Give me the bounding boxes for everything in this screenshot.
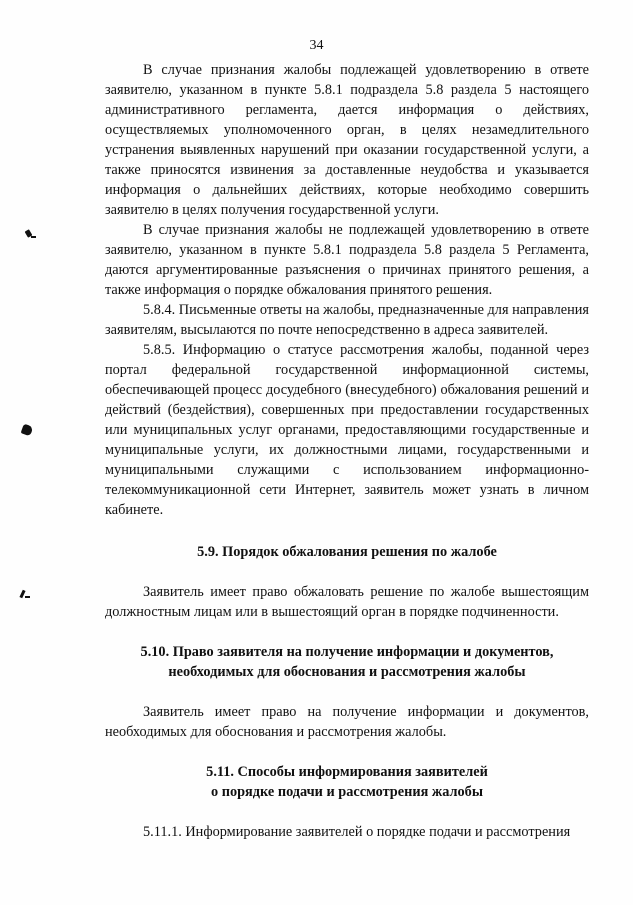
scan-speck — [25, 596, 30, 598]
section-5-10-text: Заявитель имеет право на получение информации и документов, необходимых для обоснования и рассмотрения жалобы. — [105, 704, 589, 740]
paragraph-5-8-5: 5.8.5. Информацию о статусе рассмотрения жалобы, поданной через портал федеральной государственной информационной системы, обеспечивающей процесс досудебного (внесудебного) обжалования решений и действий (бездействия), совершенных при предоставлении государственных или муниципальных услуг органами, предоставляющими государственные и муниципальные услуги, их должностными лицами, государственными и муниципальными служащими с использованием информационно-телекоммуникационной сети Интернет, заявитель может узнать в личном кабинете. — [105, 342, 589, 518]
section-5-11-heading-line2: о порядке подачи и рассмотрения жалобы — [211, 784, 483, 800]
document-body — [105, 60, 589, 842]
section-5-9-text: Заявитель имеет право обжаловать решение по жалобе вышестоящим должностным лицам или в вышестоящий орган в порядке подчиненности. — [105, 584, 589, 620]
paragraph-complaint-rejected: В случае признания жалобы не подлежащей удовлетворению в ответе заявителю, указанном в пункте 5.8.1 подраздела 5.8 раздела 5 Регламента, даются аргументированные разъяснения о причинах принятого решения, а также информация о порядке обжалования принятого решения. — [105, 222, 589, 298]
section-5-10-heading — [105, 642, 589, 682]
section-5-11-heading-line1: 5.11. Способы информирования заявителей — [206, 764, 488, 780]
paragraph-5-8-4: 5.8.4. Письменные ответы на жалобы, предназначенные для направления заявителям, высылаются по почте непосредственно в адреса заявителей. — [105, 302, 589, 338]
section-5-11-heading — [105, 762, 589, 802]
scan-speck — [21, 424, 34, 437]
section-5-10-heading-line1: 5.10. Право заявителя на получение информации и документов, — [140, 644, 554, 660]
section-5-9-heading: 5.9. Порядок обжалования решения по жалобе — [197, 544, 497, 560]
paragraph-complaint-satisfied: В случае признания жалобы подлежащей удовлетворению в ответе заявителю, указанном в пункте 5.8.1 подраздела 5.8 раздела 5 настоящего административного регламента, дается информация о действиях, осуществляемых уполномоченного орган, в целях незамедлительного устранения выявленных нарушений при оказании государственной услуги, а также приносятся извинения за доставленные неудобства и указывается информация о дальнейших действиях, которые необходимо совершить заявителю в целях получения государственной услуги. — [105, 62, 589, 218]
section-5-11-text: 5.11.1. Информирование заявителей о порядке подачи и рассмотрения — [143, 824, 571, 840]
scan-speck — [31, 236, 36, 238]
section-5-10-heading-line2: необходимых для обоснования и рассмотрения жалобы — [168, 664, 526, 680]
page-number: 34 — [309, 38, 324, 53]
